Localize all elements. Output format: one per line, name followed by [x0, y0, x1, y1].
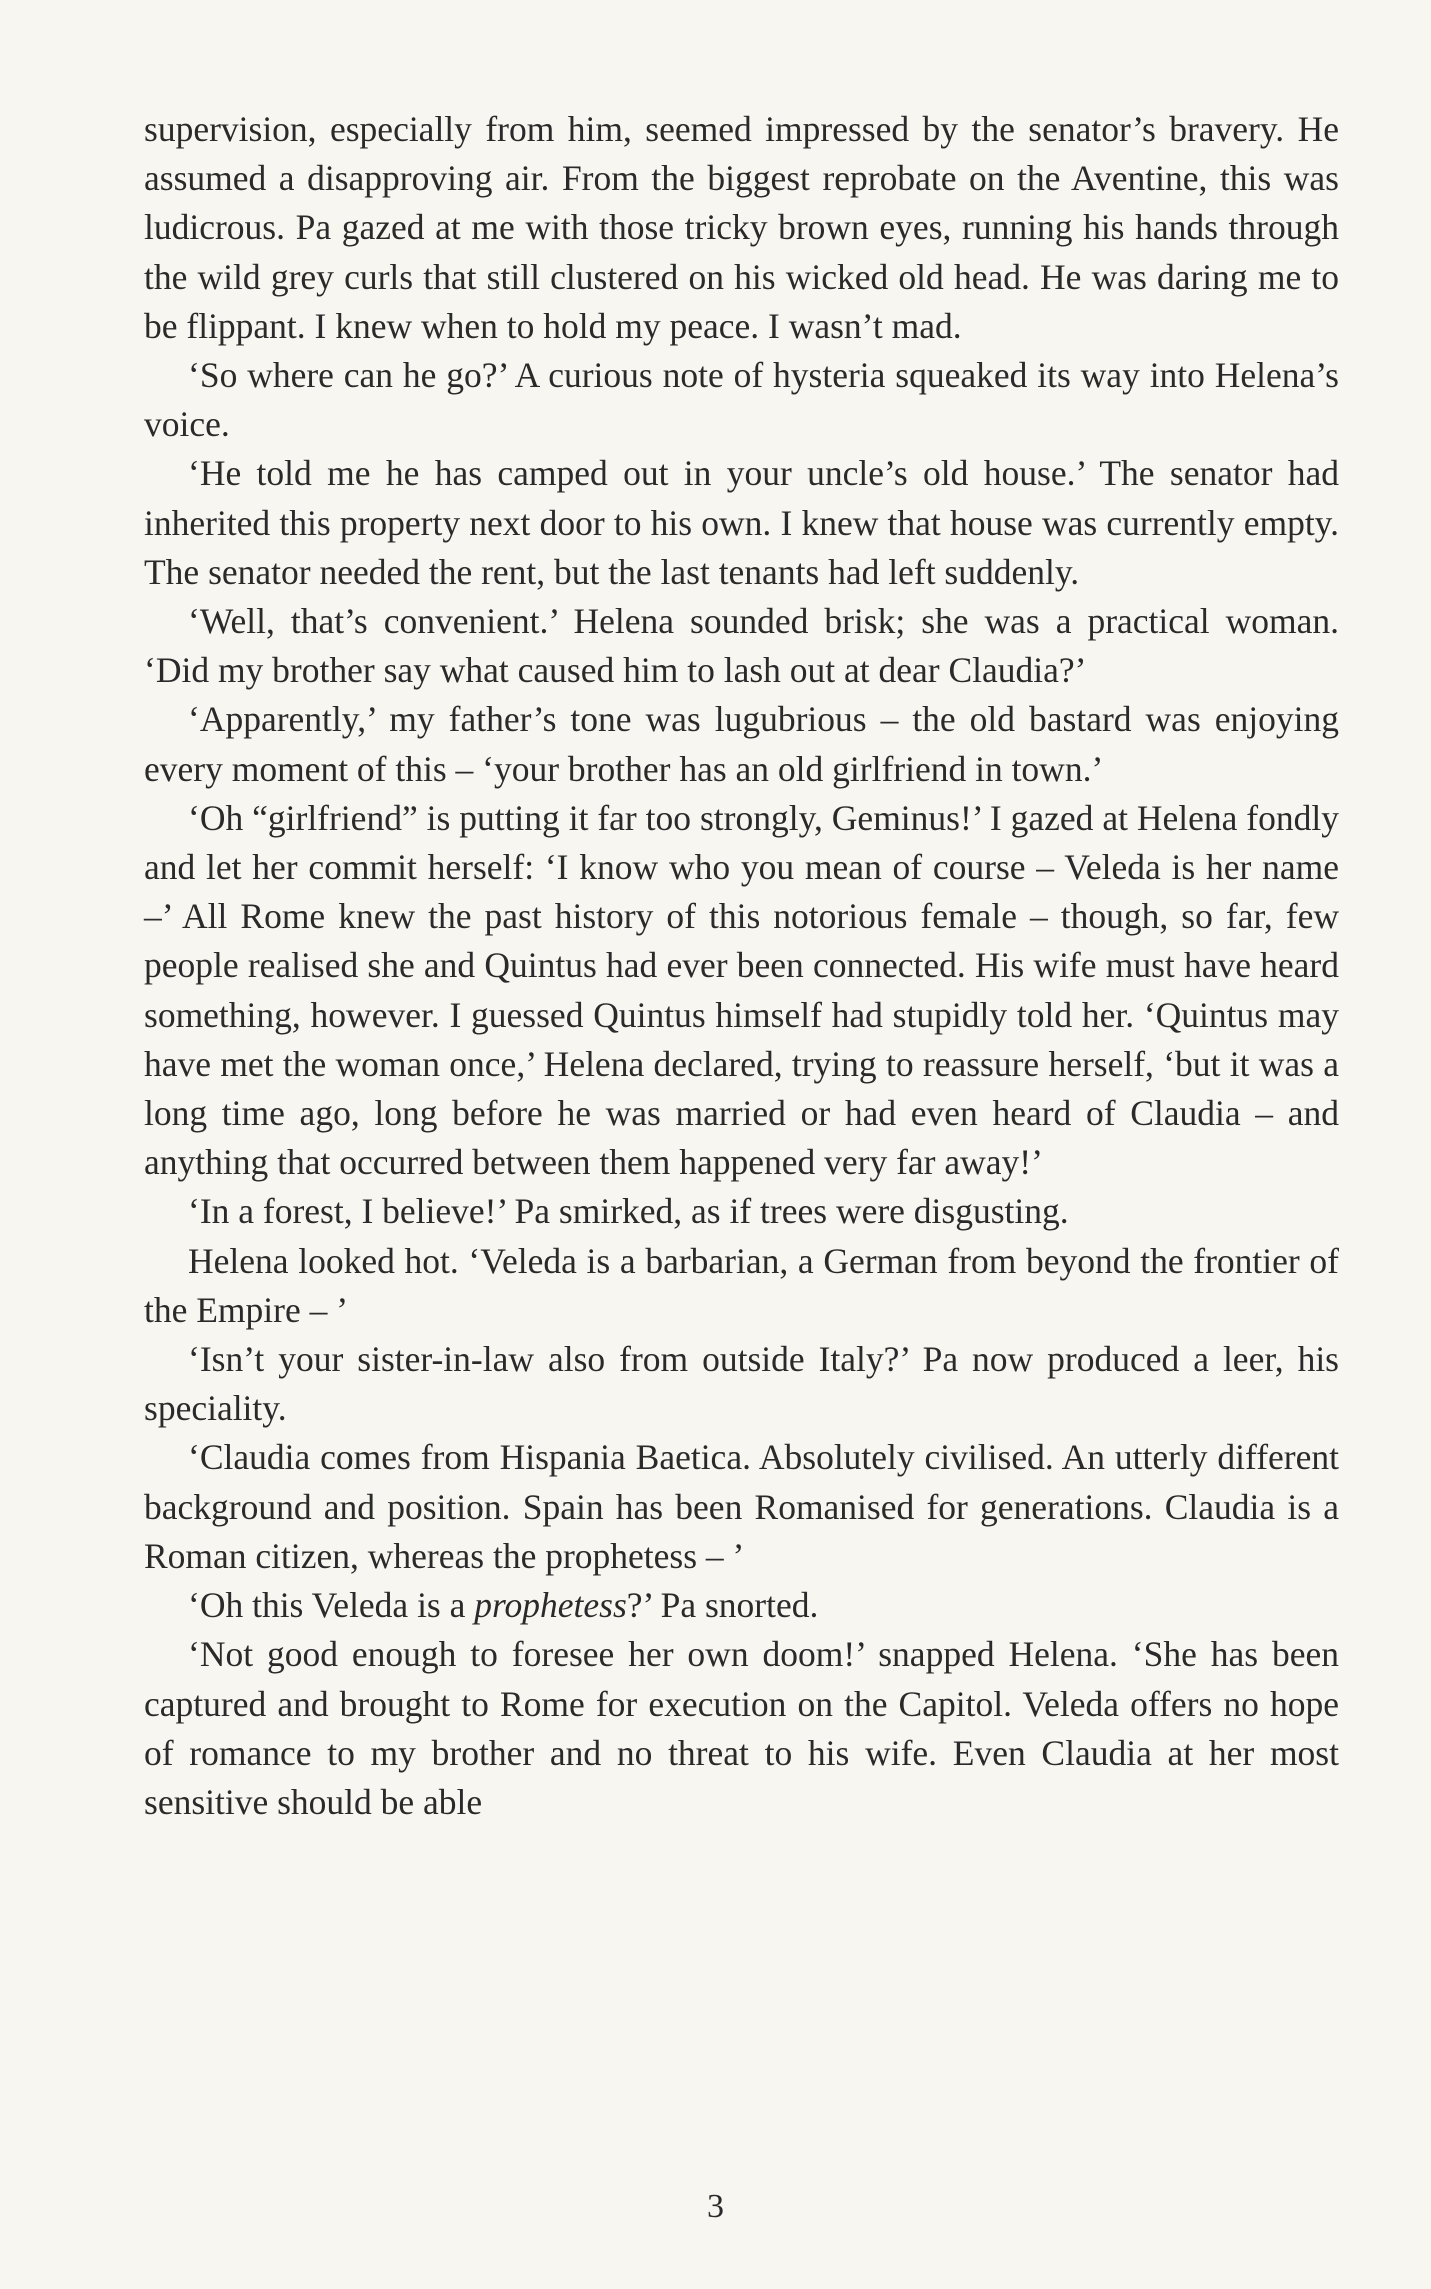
paragraph-11-end: ?’ Pa snorted. — [626, 1585, 819, 1626]
paragraph-2: ‘So where can he go?’ A curious note of hysteria squeaked its way into Helena’s voice. — [144, 355, 1339, 445]
paragraph-8: Helena looked hot. ‘Veleda is a barbarian, a German from beyond the frontier of the Empire – ’ — [144, 1240, 1339, 1330]
paragraph-12: ‘Not good enough to foresee her own doom!’ snapped Helena. ‘She has been captured and brought to Rome for execution on the Capitol. Veleda offers no hope of romance to my brother and no threat to his wife. Even Claudia at her most sensitive should be able — [144, 1634, 1339, 1822]
paragraph-11 — [144, 1581, 1339, 1630]
paragraph-5: ‘Apparently,’ my father’s tone was lugubrious – the old bastard was enjoying every moment of this – ‘your brother has an old girlfriend in town.’ — [144, 699, 1339, 789]
paragraph-3: ‘He told me he has camped out in your uncle’s old house.’ The senator had inherited this property next door to his own. I knew that house was currently empty. The senator needed the rent, but the last tenants had left suddenly. — [144, 453, 1339, 592]
paragraph-11-start: ‘Oh this Veleda is a — [188, 1585, 475, 1626]
paragraph-1: supervision, especially from him, seemed impressed by the senator’s bravery. He assumed a disapproving air. From the biggest reprobate on the Aventine, this was ludicrous. Pa gazed at me with those tricky brown eyes, running his hands through the wild grey curls that still clustered on his wicked old head. He was daring me to be flippant. I knew when to hold my peace. I wasn’t mad. — [144, 109, 1339, 346]
paragraph-4: ‘Well, that’s convenient.’ Helena sounded brisk; she was a practical woman. ‘Did my brother say what caused him to lash out at dear Claudia?’ — [144, 601, 1339, 691]
paragraph-10: ‘Claudia comes from Hispania Baetica. Absolutely civilised. An utterly different background and position. Spain has been Romanised for generations. Claudia is a Roman citizen, whereas the prophetess – ’ — [144, 1437, 1339, 1576]
page-number: 3 — [707, 2188, 724, 2225]
paragraph-7: ‘In a forest, I believe!’ Pa smirked, as if trees were disgusting. — [188, 1191, 1069, 1232]
paragraph-9: ‘Isn’t your sister-in-law also from outside Italy?’ Pa now produced a leer, his speciality. — [144, 1339, 1339, 1429]
italic-word: prophetess — [474, 1585, 627, 1626]
paragraph-6: ‘Oh “girlfriend” is putting it far too strongly, Geminus!’ I gazed at Helena fondly and let her commit herself: ‘I know who you mean of course – Veleda is her name –’ All Rome knew the past history of this notorious female – though, so far, few people realised she and Quintus had ever been connected. His wife must have heard something, however. I guessed Quintus himself had stupidly told her. ‘Quintus may have met the woman once,’ Helena declared, trying to reassure herself, ‘but it was a long time ago, long before he was married or had even heard of Claudia – and anything that occurred between them happened very far away!’ — [144, 797, 1339, 1183]
body-text — [144, 105, 1339, 1827]
